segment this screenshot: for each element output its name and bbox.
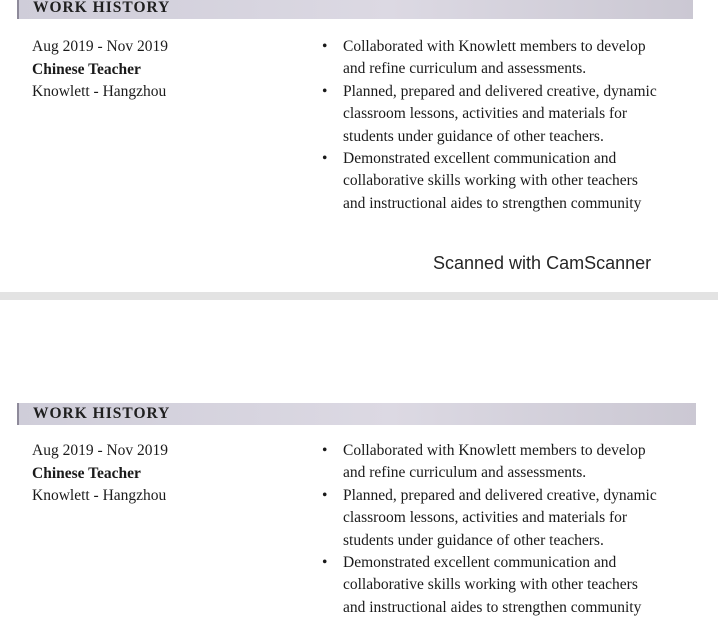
section-header	[17, 403, 696, 425]
section-title: WORK HISTORY	[33, 0, 171, 16]
list-item	[322, 36, 692, 81]
document-page-2	[0, 300, 718, 616]
job-meta	[32, 440, 168, 508]
duty-line: Collaborated with Knowlett members to develop	[343, 38, 646, 55]
duty-line: students under guidance of other teachers.	[343, 531, 604, 549]
duty-line: Demonstrated excellent communication and	[343, 554, 617, 572]
duty-line: and refine curriculum and assessments.	[343, 60, 587, 78]
section-title: WORK HISTORY	[33, 405, 171, 422]
job-meta	[32, 36, 168, 104]
duty-line: collaborative skills working with other teachers	[343, 172, 638, 190]
section-header	[17, 0, 693, 19]
duty-line: students under guidance of other teachers.	[343, 127, 604, 145]
duty-line: and refine curriculum and assessments.	[343, 464, 587, 482]
job-dates: Aug 2019 - Nov 2019	[32, 38, 169, 55]
duty-line: classroom lessons, activities and materials for	[343, 509, 628, 527]
duty-line: Planned, prepared and delivered creative, dynamic	[343, 82, 657, 100]
duty-line: classroom lessons, activities and materials for	[343, 105, 628, 123]
list-item	[322, 552, 692, 619]
bullet-icon: •	[322, 442, 328, 459]
job-employer: Knowlett - Hangzhou	[32, 83, 167, 100]
duties-list	[322, 36, 692, 215]
duty-line: and instructional aides to strengthen community	[343, 194, 642, 212]
duties-list	[322, 440, 692, 619]
page-separator	[0, 292, 718, 300]
duty-line: collaborative skills working with other teachers	[343, 576, 638, 594]
list-item	[322, 485, 692, 552]
duty-line: Planned, prepared and delivered creative, dynamic	[343, 486, 657, 504]
bullet-icon: •	[322, 150, 328, 168]
duty-line: Collaborated with Knowlett members to develop	[343, 442, 646, 459]
bullet-icon: •	[322, 38, 328, 55]
list-item	[322, 81, 692, 148]
bullet-icon: •	[322, 554, 328, 572]
job-title: Chinese Teacher	[32, 464, 141, 482]
list-item	[322, 440, 692, 485]
job-title: Chinese Teacher	[32, 60, 141, 78]
scanner-watermark: Scanned with CamScanner	[433, 253, 652, 273]
list-item	[322, 148, 692, 215]
document-page-1	[0, 0, 718, 292]
duty-line: Demonstrated excellent communication and	[343, 150, 617, 168]
job-dates: Aug 2019 - Nov 2019	[32, 442, 169, 459]
duty-line: and instructional aides to strengthen community	[343, 598, 642, 616]
bullet-icon: •	[322, 82, 328, 100]
bullet-icon: •	[322, 486, 328, 504]
job-employer: Knowlett - Hangzhou	[32, 487, 167, 504]
